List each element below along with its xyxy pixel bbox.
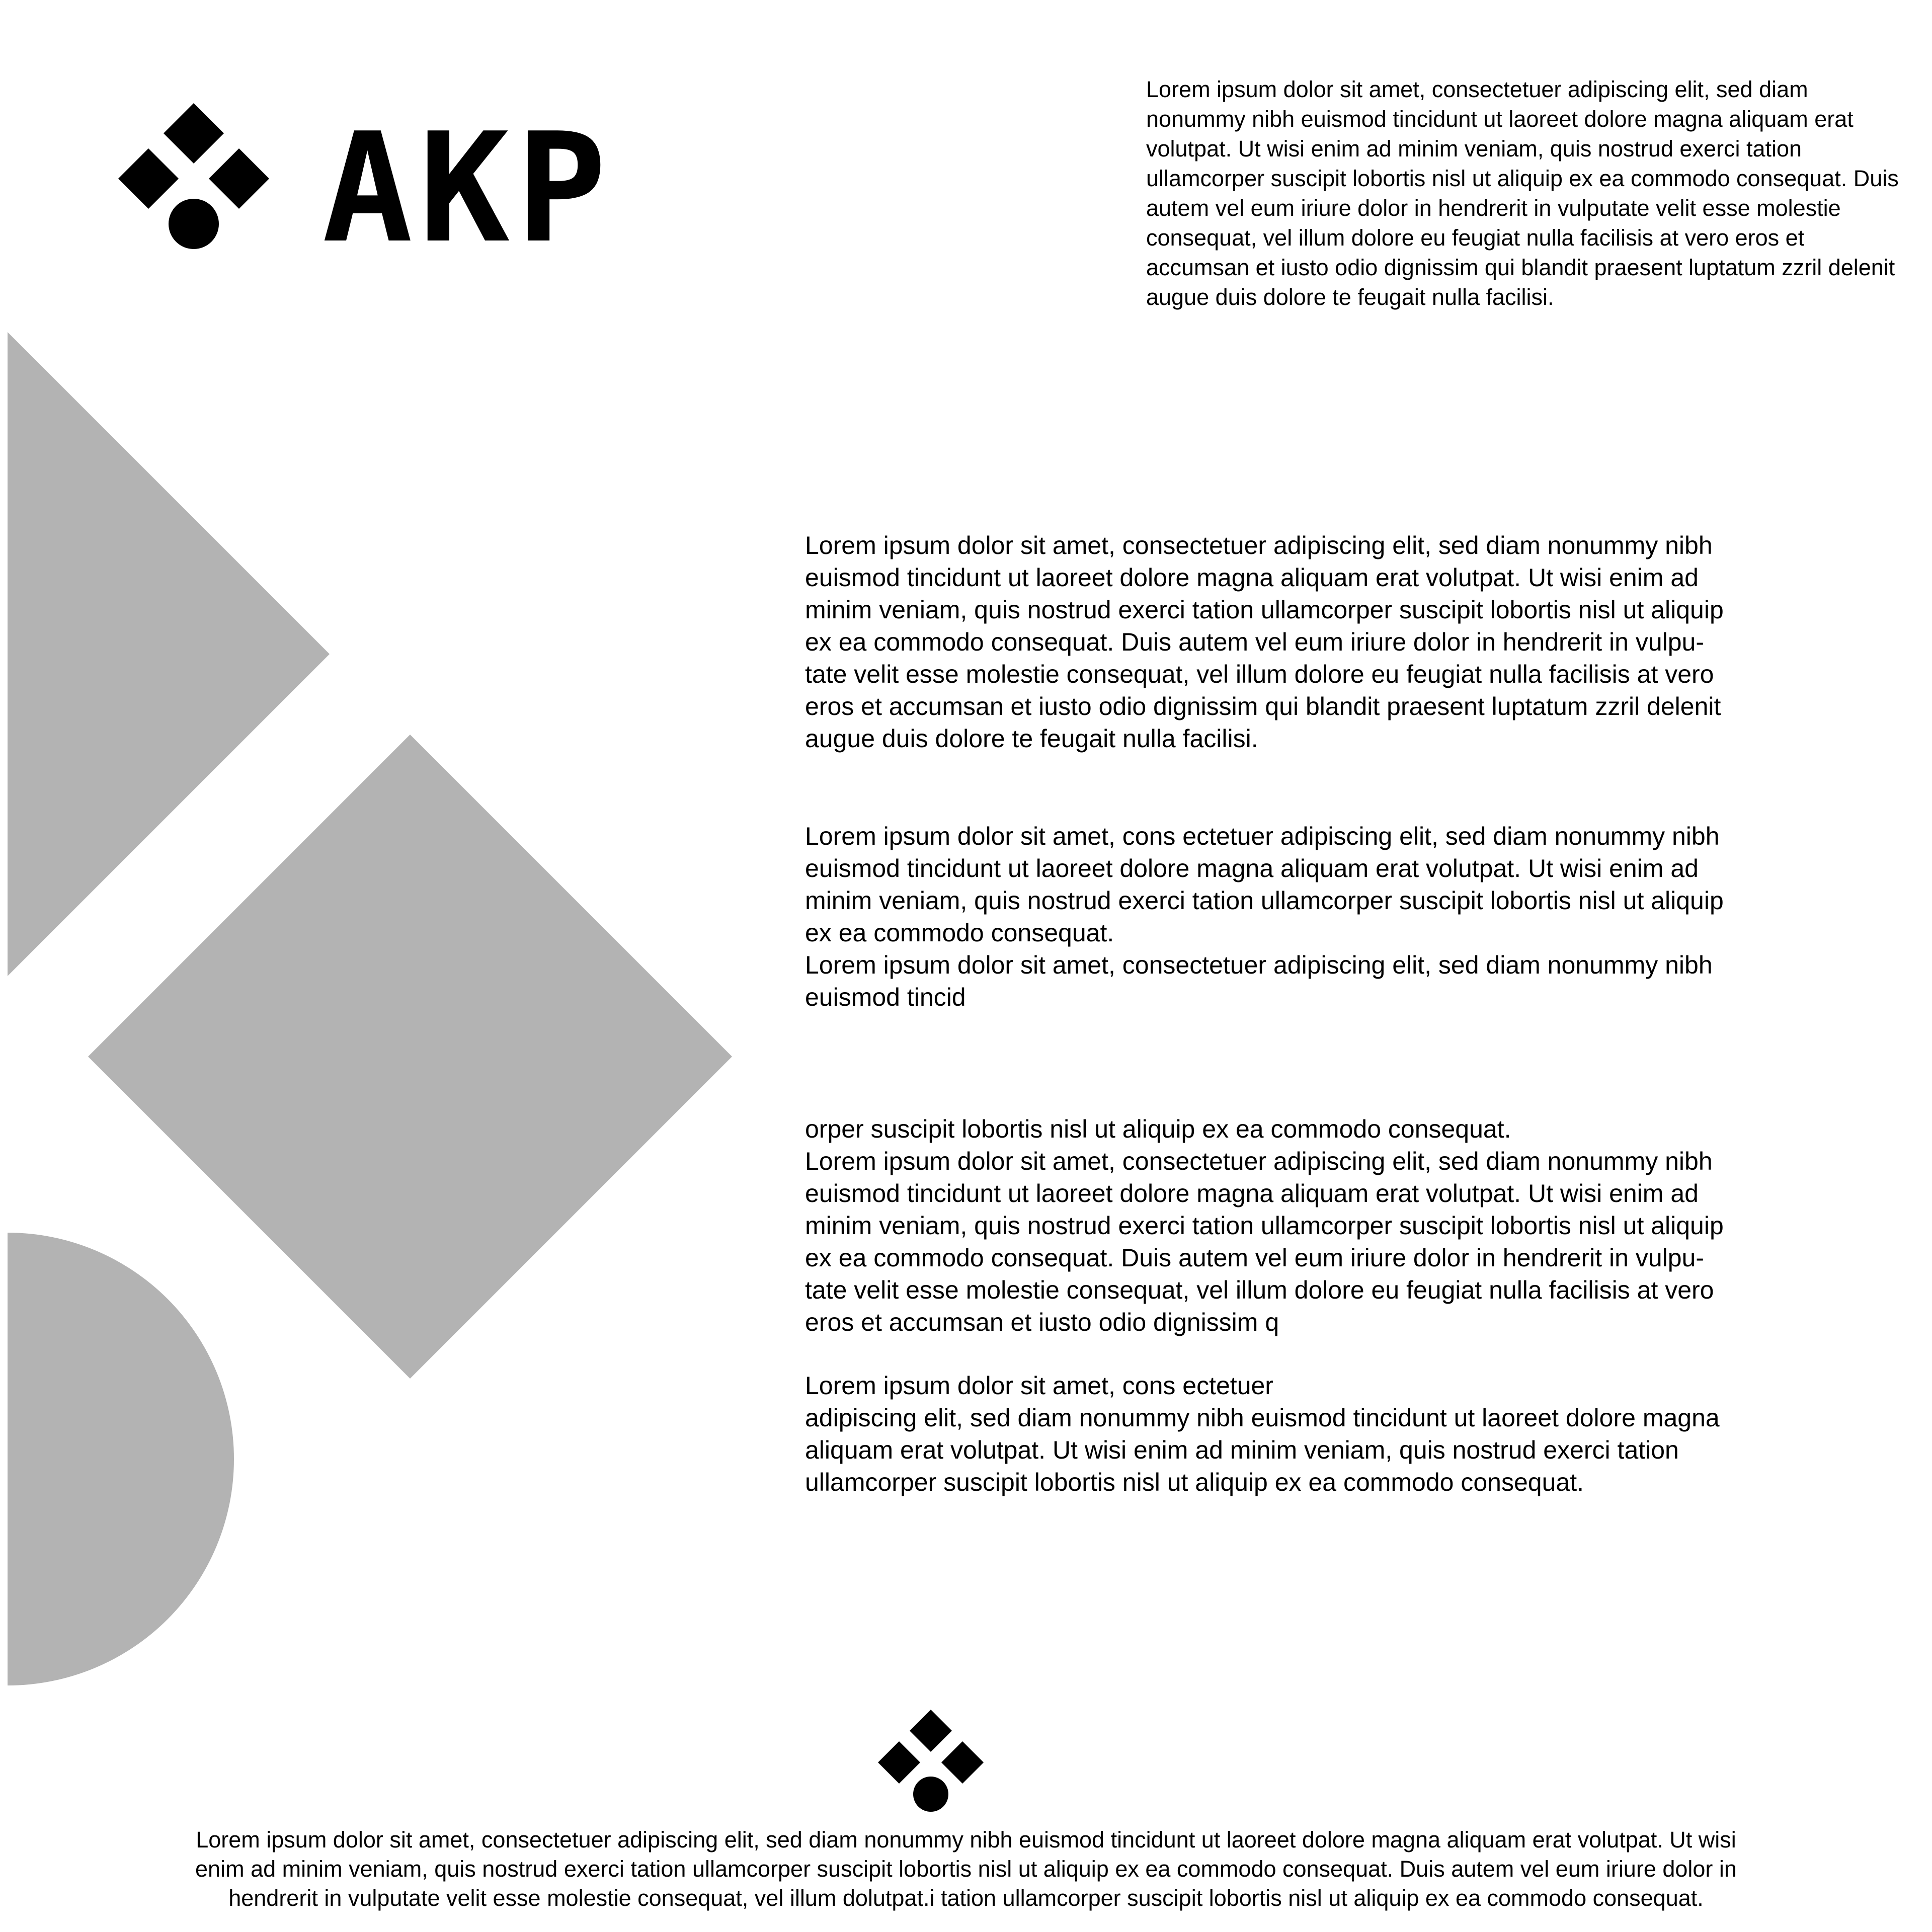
diamonds-circle-logo-icon (878, 1710, 984, 1815)
logo-wordmark: AKP (322, 101, 613, 276)
body-paragraph-2 (805, 820, 1751, 1013)
text-line: euismod tincidunt ut laoreet dolore magna aliquam erat volutpat. Ut wisi enim ad (805, 1179, 1699, 1208)
text-line: minim veniam, quis nostrud exerci tation ullamcorper suscipit lobortis nisl ut aliquip (805, 887, 1724, 915)
text-line: ex ea commodo consequat. (805, 919, 1114, 947)
text-line: euismod tincid (805, 983, 966, 1011)
text-line: hendrerit in vulputate velit esse molestie consequat, vel illum dolutpat.i tation ullamcorper suscipit lobortis nisl ut aliquip ex ea commodo consequat. (228, 1885, 1704, 1911)
body-paragraph-4 (805, 1370, 1751, 1498)
text-line: ullamcorper suscipit lobortis nisl ut aliquip ex ea commodo consequat. (805, 1468, 1584, 1496)
text-line: minim veniam, quis nostrud exerci tation ullamcorper suscipit lobortis nisl ut aliquip (805, 596, 1724, 624)
decorative-shapes (0, 0, 755, 1711)
text-line: Lorem ipsum dolor sit amet, cons ectetuer adipiscing elit, sed diam nonummy nibh (805, 822, 1720, 850)
body-paragraph-1 (805, 529, 1751, 755)
gray-half-circle (8, 1233, 234, 1685)
text-line: orper suscipit lobortis nisl ut aliquip ex ea commodo consequat. (805, 1115, 1511, 1143)
text-line: Lorem ipsum dolor sit amet, consectetuer adipiscing elit, sed diam nonummy nibh (805, 951, 1713, 979)
gray-diamond (88, 735, 732, 1379)
text-line: eros et accumsan et iusto odio dignissim q (805, 1308, 1279, 1336)
text-line: tate velit esse molestie consequat, vel illum dolore eu feugiat nulla facilisis at vero (805, 660, 1714, 688)
text-line: enim ad minim veniam, quis nostrud exerci tation ullamcorper suscipit lobortis nisl ut aliquip ex ea commodo consequat. Duis autem vel eum iriure dolor in (195, 1856, 1737, 1882)
text-line: ex ea commodo consequat. Duis autem vel eum iriure dolor in hendrerit in vulpu- (805, 628, 1705, 656)
logo-circle (913, 1777, 948, 1812)
text-line: Lorem ipsum dolor sit amet, cons ectetuer (805, 1372, 1273, 1400)
text-line: tate velit esse molestie consequat, vel illum dolore eu feugiat nulla facilisis at vero (805, 1276, 1714, 1304)
text-line: ex ea commodo consequat. Duis autem vel eum iriure dolor in hendrerit in vulpu- (805, 1244, 1705, 1272)
text-line: Lorem ipsum dolor sit amet, consectetuer adipiscing elit, sed diam nonummy nibh (805, 531, 1713, 559)
logo-diamond-left (878, 1741, 920, 1784)
text-line: aliquam erat volutpat. Ut wisi enim ad minim veniam, quis nostrud exerci tation (805, 1436, 1679, 1464)
text-line: eros et accumsan et iusto odio dignissim qui blandit praesent luptatum zzril delenit (805, 692, 1721, 720)
header-paragraph: Lorem ipsum dolor sit amet, consectetuer adipiscing elit, sed diam nonummy nibh euismod tincidunt ut laoreet dolore magna aliquam erat volutpat. Ut wisi enim ad minim veniam, quis nostrud exerci tation ullamcorper suscipit lobortis nisl ut aliquip ex ea commodo consequat. Duis autem vel eum iriure dolor in hendrerit in vulputate velit esse molestie consequat, vel illum dolore eu feugiat nulla facilisis at vero eros et accumsan et iusto odio dignissim qui blandit praesent luptatum zzril delenit augue duis dolore te feugait nulla facilisi. (1146, 76, 1899, 310)
body-paragraph-3 (805, 1113, 1751, 1338)
footer-paragraph (151, 1825, 1781, 1913)
text-line: adipiscing elit, sed diam nonummy nibh euismod tincidunt ut laoreet dolore magna (805, 1404, 1720, 1432)
logo-diamond-top (910, 1710, 952, 1752)
text-line: augue duis dolore te feugait nulla facilisi. (805, 725, 1258, 753)
text-line: Lorem ipsum dolor sit amet, consectetuer adipiscing elit, sed diam nonummy nibh (805, 1147, 1713, 1175)
text-line: minim veniam, quis nostrud exerci tation ullamcorper suscipit lobortis nisl ut aliquip (805, 1212, 1724, 1240)
text-line: Lorem ipsum dolor sit amet, consectetuer adipiscing elit, sed diam nonummy nibh euismod tincidunt ut laoreet dolore magna aliquam erat volutpat. Ut wisi (196, 1827, 1736, 1853)
logo-diamond-right (941, 1741, 984, 1784)
text-line: euismod tincidunt ut laoreet dolore magna aliquam erat volutpat. Ut wisi enim ad (805, 564, 1699, 592)
text-line: euismod tincidunt ut laoreet dolore magna aliquam erat volutpat. Ut wisi enim ad (805, 854, 1699, 882)
